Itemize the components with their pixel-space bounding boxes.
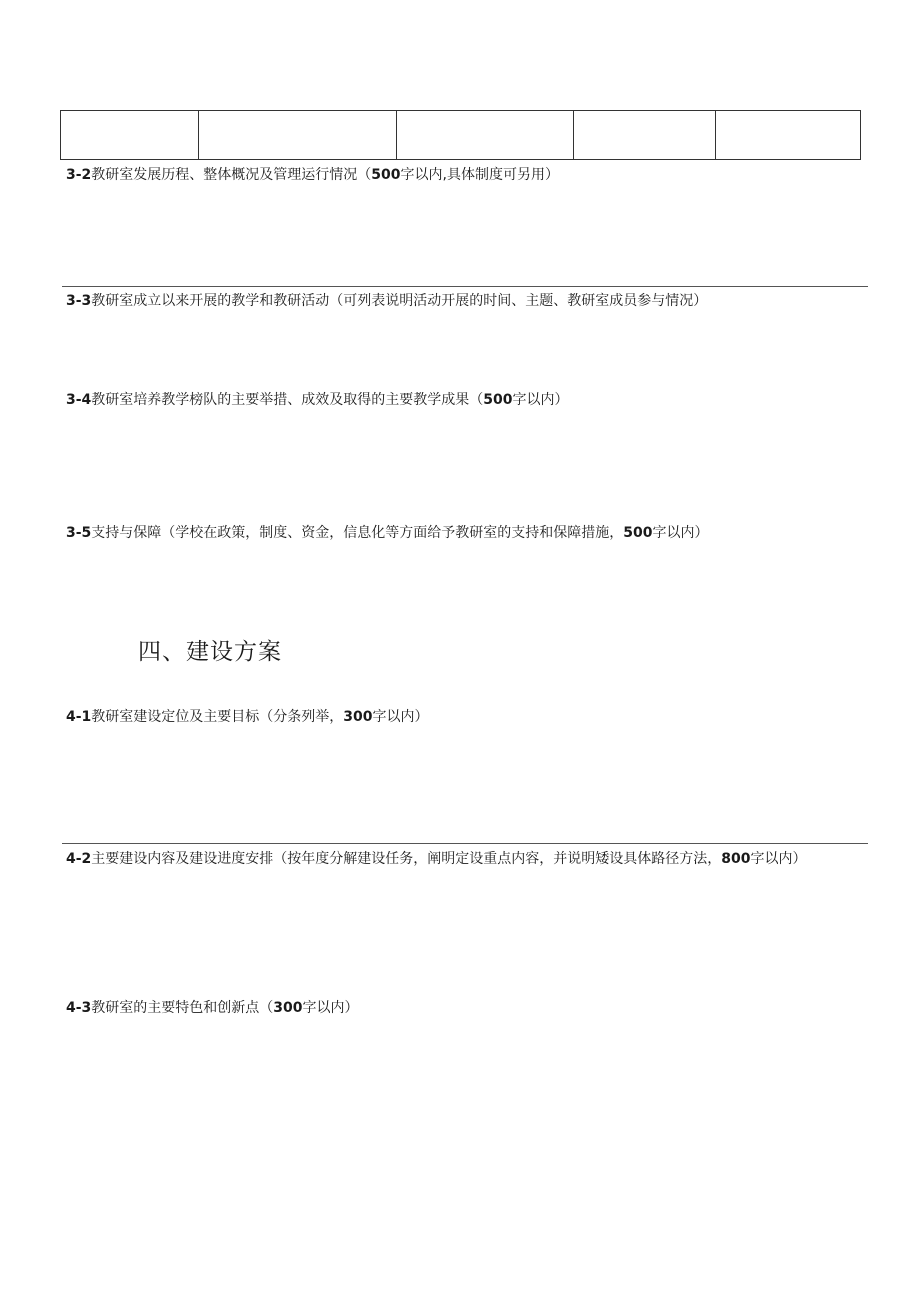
divider bbox=[62, 286, 868, 287]
item-4-2 bbox=[66, 847, 856, 871]
item-code: 3-4 bbox=[66, 392, 92, 408]
table-cell bbox=[61, 111, 199, 160]
table-cell bbox=[716, 111, 861, 160]
item-code: 3-2 bbox=[66, 167, 92, 183]
item-text: 主要建设内容及建设进度安排（按年度分解建设任务，阐明定设重点内容，并说明矮设具体路径方法， bbox=[91, 851, 722, 867]
table-cell bbox=[574, 111, 716, 160]
item-text: 字以内） bbox=[302, 1000, 359, 1016]
item-text: 教研室培养教学榜队的主要举措、成效及取得的主要教学成果（ bbox=[91, 392, 484, 408]
item-number: 500 bbox=[483, 392, 513, 408]
top-table bbox=[60, 110, 861, 160]
item-text: 教研室的主要特色和创新点（ bbox=[91, 1000, 274, 1016]
item-3-2 bbox=[66, 163, 856, 187]
item-text: 字以内） bbox=[652, 525, 709, 541]
item-number: 500 bbox=[371, 167, 401, 183]
item-text: 字以内,具体制度可另用） bbox=[400, 167, 559, 183]
item-code: 4-2 bbox=[66, 851, 92, 867]
item-3-5 bbox=[66, 521, 856, 545]
table-cell bbox=[199, 111, 397, 160]
section-heading: 四、建设方案 bbox=[138, 639, 282, 665]
item-text: 支持与保障（学校在政策，制度、资金，信息化等方面给予教研室的支持和保障措施， bbox=[91, 525, 624, 541]
item-4-3 bbox=[66, 996, 856, 1020]
item-number: 500 bbox=[623, 525, 653, 541]
item-text: 字以内） bbox=[512, 392, 569, 408]
item-3-4 bbox=[66, 388, 856, 412]
item-4-1 bbox=[66, 705, 856, 729]
item-text: 字以内） bbox=[750, 851, 807, 867]
item-text: 教研室成立以来开展的教学和教研活动（可列表说明活动开展的时间、主题、教研室成员参与情况） bbox=[91, 293, 708, 309]
table-row bbox=[61, 111, 861, 160]
item-number: 300 bbox=[343, 709, 373, 725]
item-code: 4-3 bbox=[66, 1000, 92, 1016]
item-code: 3-5 bbox=[66, 525, 92, 541]
item-number: 300 bbox=[273, 1000, 303, 1016]
item-text: 字以内） bbox=[372, 709, 429, 725]
item-number: 800 bbox=[721, 851, 751, 867]
item-text: 教研室发展历程、整体概况及管理运行情况（ bbox=[91, 167, 372, 183]
item-code: 3-3 bbox=[66, 293, 92, 309]
divider bbox=[62, 843, 868, 844]
table-cell bbox=[397, 111, 574, 160]
item-text: 教研室建设定位及主要目标（分条列举， bbox=[91, 709, 344, 725]
item-code: 4-1 bbox=[66, 709, 92, 725]
item-3-3 bbox=[66, 289, 856, 313]
